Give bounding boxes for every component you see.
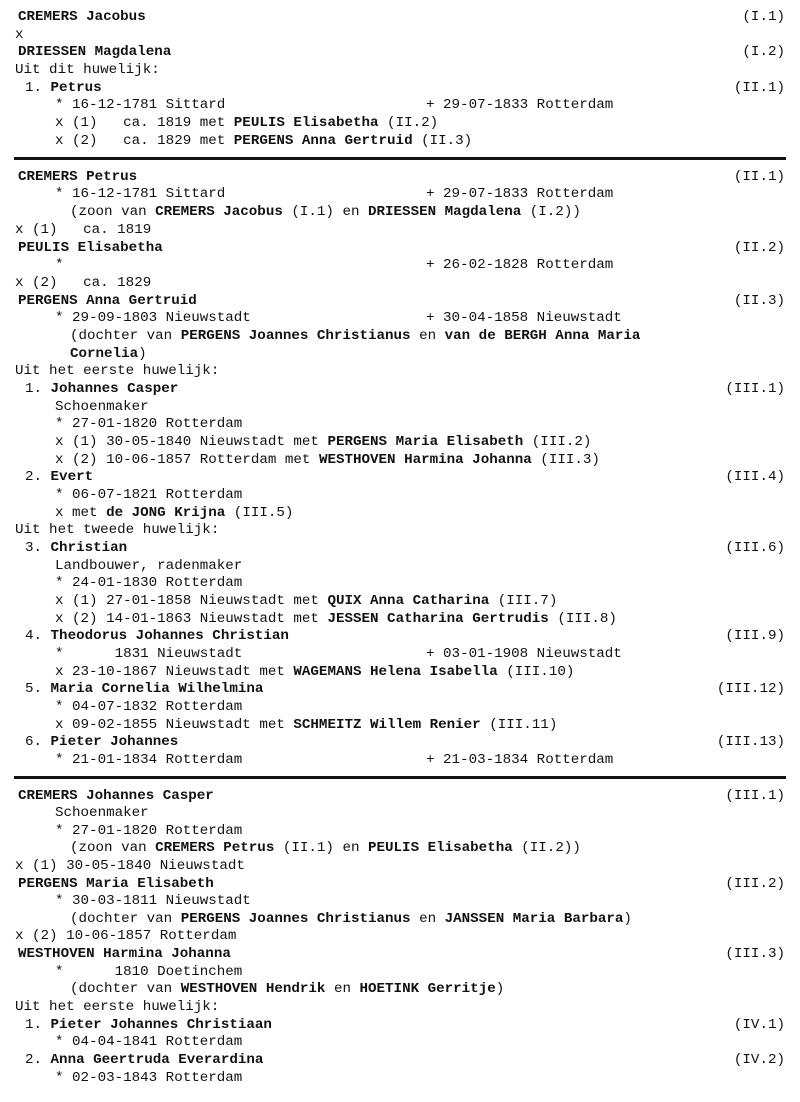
person-name: DRIESSEN Magdalena bbox=[18, 44, 172, 60]
entry-text-part: (III.2) bbox=[523, 434, 592, 450]
entry-text-part: x 23-10-1867 Nieuwstadt met bbox=[55, 664, 294, 680]
entry-text bbox=[25, 540, 127, 558]
person-name: CREMERS Petrus bbox=[155, 840, 275, 856]
entry-text-part: (dochter van bbox=[70, 911, 181, 927]
entry-line bbox=[0, 240, 800, 258]
entry-text-part: * 04-04-1841 Rotterdam bbox=[55, 1034, 243, 1050]
person-name: de JONG Krijna bbox=[106, 505, 226, 521]
generation-reference: (III.1) bbox=[725, 381, 785, 397]
entry-line bbox=[0, 558, 800, 576]
entry-text-part: 2. bbox=[25, 469, 51, 485]
entry-line bbox=[0, 593, 800, 611]
entry-line bbox=[0, 115, 800, 133]
person-name: Evert bbox=[50, 469, 94, 485]
entry-text-part: * 16-12-1781 Sittard bbox=[55, 97, 226, 113]
person-name: Johannes Casper bbox=[50, 381, 179, 397]
entry-text bbox=[55, 893, 251, 911]
entry-line bbox=[0, 699, 800, 717]
person-name: Anna Geertruda Everardina bbox=[50, 1052, 264, 1068]
entry-line bbox=[0, 204, 800, 222]
entry-text-part: x (2) 14-01-1863 Nieuwstadt met bbox=[55, 611, 328, 627]
entry-text bbox=[18, 169, 137, 187]
entry-text-part: x (1) 30-05-1840 Nieuwstadt bbox=[15, 858, 245, 874]
entry-text-part: * 27-01-1820 Rotterdam bbox=[55, 823, 243, 839]
generation-reference: (III.9) bbox=[725, 628, 785, 644]
entry-text bbox=[55, 558, 242, 576]
entry-text-part: * 24-01-1830 Rotterdam bbox=[55, 575, 243, 591]
entry-line bbox=[0, 928, 800, 946]
person-name: CREMERS Petrus bbox=[18, 169, 138, 185]
entry-text bbox=[15, 858, 245, 876]
entry-text-part: (III.5) bbox=[225, 505, 294, 521]
entry-text-part: * 04-07-1832 Rotterdam bbox=[55, 699, 243, 715]
entry-line bbox=[0, 363, 800, 381]
entry-line bbox=[0, 434, 800, 452]
generation-reference: (III.12) bbox=[716, 681, 785, 697]
section-separator bbox=[14, 776, 786, 779]
person-name: QUIX Anna Catharina bbox=[327, 593, 490, 609]
entry-line bbox=[0, 310, 800, 328]
entry-text-part: en bbox=[410, 328, 445, 344]
entry-text bbox=[55, 505, 293, 523]
entry-line bbox=[0, 328, 800, 346]
person-name: PERGENS Anna Gertruid bbox=[233, 133, 413, 149]
person-name: WESTHOVEN Hendrik bbox=[180, 981, 326, 997]
entry-text bbox=[15, 27, 24, 45]
entry-line bbox=[0, 1034, 800, 1052]
death-record: + 26-02-1828 Rotterdam bbox=[426, 257, 614, 273]
entry-line bbox=[0, 44, 800, 62]
entry-text-part: * 30-03-1811 Nieuwstadt bbox=[55, 893, 251, 909]
person-name: Maria Cornelia Wilhelmina bbox=[50, 681, 264, 697]
entry-line bbox=[0, 664, 800, 682]
entry-text-part: x (2) ca. 1829 met bbox=[55, 133, 234, 149]
person-name: Christian bbox=[50, 540, 128, 556]
entry-text bbox=[55, 593, 557, 611]
entry-text bbox=[55, 416, 242, 434]
generation-reference: (II.1) bbox=[733, 169, 785, 185]
entry-text bbox=[55, 310, 251, 328]
entry-text bbox=[55, 133, 472, 151]
entry-text-part: (II.2)) bbox=[512, 840, 581, 856]
entry-text-part: * 27-01-1820 Rotterdam bbox=[55, 416, 243, 432]
person-name: Cornelia bbox=[70, 346, 139, 362]
entry-text-part: x 09-02-1855 Nieuwstadt met bbox=[55, 717, 294, 733]
entry-text bbox=[55, 575, 242, 593]
entry-text-part: (III.10) bbox=[497, 664, 575, 680]
entry-text bbox=[55, 399, 149, 417]
entry-text-part: * 1831 Nieuwstadt bbox=[55, 646, 243, 662]
person-name: PERGENS Maria Elisabeth bbox=[327, 434, 524, 450]
death-record: + 21-03-1834 Rotterdam bbox=[426, 752, 614, 768]
person-name: WESTHOVEN Harmina Johanna bbox=[318, 452, 532, 468]
entry-text bbox=[55, 823, 242, 841]
entry-text-part: 6. bbox=[25, 734, 51, 750]
entry-text-part: (II.1) en bbox=[274, 840, 368, 856]
entry-text-part: 5. bbox=[25, 681, 51, 697]
person-name: CREMERS Jacobus bbox=[155, 204, 283, 220]
entry-text bbox=[55, 257, 64, 275]
entry-line bbox=[0, 62, 800, 80]
entry-text-part: x (2) ca. 1829 bbox=[15, 275, 152, 291]
person-name: Petrus bbox=[50, 80, 102, 96]
entry-text-part: * 16-12-1781 Sittard bbox=[55, 186, 226, 202]
person-name: WAGEMANS Helena Isabella bbox=[293, 664, 498, 680]
entry-line bbox=[0, 1070, 800, 1088]
entry-text-part: Uit het eerste huwelijk: bbox=[15, 363, 220, 379]
entry-line bbox=[0, 575, 800, 593]
entry-text-part: (III.11) bbox=[480, 717, 558, 733]
entry-line bbox=[0, 169, 800, 187]
entry-text-part: Schoenmaker bbox=[55, 399, 149, 415]
death-record: + 30-04-1858 Nieuwstadt bbox=[426, 310, 622, 326]
entry-line bbox=[0, 540, 800, 558]
entry-text-part: (III.3) bbox=[531, 452, 600, 468]
person-name: JANSSEN Maria Barbara bbox=[444, 911, 624, 927]
person-name: SCHMEITZ Willem Renier bbox=[293, 717, 481, 733]
entry-text bbox=[55, 646, 242, 664]
generation-reference: (II.1) bbox=[733, 80, 785, 96]
entry-text bbox=[55, 186, 225, 204]
entry-text-part: (II.3) bbox=[412, 133, 473, 149]
entry-text bbox=[55, 805, 149, 823]
entry-text bbox=[25, 681, 263, 699]
entry-text-part: x (1) ca. 1819 bbox=[15, 222, 152, 238]
entry-line bbox=[0, 381, 800, 399]
entry-text bbox=[55, 664, 574, 682]
entry-text-part: 4. bbox=[25, 628, 51, 644]
person-name: DRIESSEN Magdalena bbox=[368, 204, 522, 220]
entry-line bbox=[0, 257, 800, 275]
generation-reference: (III.6) bbox=[725, 540, 785, 556]
entry-text-part: x (2) 10-06-1857 Rotterdam met bbox=[55, 452, 319, 468]
entry-text bbox=[18, 240, 163, 258]
entry-text bbox=[25, 1017, 272, 1035]
person-name: Pieter Johannes bbox=[50, 734, 179, 750]
entry-line bbox=[0, 752, 800, 770]
entry-text-part: ) bbox=[138, 346, 147, 362]
entry-text-part: x (1) ca. 1819 met bbox=[55, 115, 234, 131]
entry-text bbox=[55, 487, 242, 505]
entry-line bbox=[0, 346, 800, 364]
entry-text bbox=[25, 469, 93, 487]
entry-text bbox=[15, 62, 160, 80]
entry-line bbox=[0, 399, 800, 417]
entry-text-part: (I.1) en bbox=[282, 204, 368, 220]
person-name: PEULIS Elisabetha bbox=[368, 840, 513, 856]
entry-text-part: * 21-01-1834 Rotterdam bbox=[55, 752, 243, 768]
entry-text bbox=[55, 1070, 242, 1088]
entry-text bbox=[25, 80, 102, 98]
generation-reference: (III.13) bbox=[716, 734, 785, 750]
entry-line bbox=[0, 452, 800, 470]
section-separator bbox=[14, 157, 786, 160]
generation-reference: (III.2) bbox=[725, 876, 785, 892]
entry-text bbox=[18, 9, 146, 27]
entry-text bbox=[55, 717, 557, 735]
entry-text bbox=[55, 1034, 242, 1052]
entry-text-part: (III.8) bbox=[548, 611, 617, 627]
entry-line bbox=[0, 681, 800, 699]
entry-text bbox=[55, 97, 225, 115]
entry-text-part: 2. bbox=[25, 1052, 51, 1068]
entry-text-part: * 02-03-1843 Rotterdam bbox=[55, 1070, 243, 1086]
entry-line bbox=[0, 222, 800, 240]
entry-line bbox=[0, 646, 800, 664]
entry-text-part: 1. bbox=[25, 80, 51, 96]
entry-line bbox=[0, 522, 800, 540]
entry-line bbox=[0, 9, 800, 27]
entry-text-part: Uit het eerste huwelijk: bbox=[15, 999, 220, 1015]
entry-line bbox=[0, 788, 800, 806]
entry-line bbox=[0, 133, 800, 151]
entry-text-part: (zoon van bbox=[70, 840, 156, 856]
entry-text bbox=[55, 452, 600, 470]
person-name: JESSEN Catharina Gertrudis bbox=[327, 611, 549, 627]
entry-line bbox=[0, 186, 800, 204]
entry-text-part: x (1) 27-01-1858 Nieuwstadt met bbox=[55, 593, 328, 609]
entry-text-part: Uit het tweede huwelijk: bbox=[15, 522, 220, 538]
entry-text bbox=[18, 876, 214, 894]
entry-text bbox=[25, 1052, 263, 1070]
person-name: CREMERS Johannes Casper bbox=[18, 788, 214, 804]
entry-text-part: (III.7) bbox=[489, 593, 558, 609]
entry-text bbox=[55, 752, 242, 770]
person-name: van de BERGH Anna Maria bbox=[444, 328, 641, 344]
person-name: PERGENS Joannes Christianus bbox=[180, 911, 411, 927]
person-name: PERGENS Maria Elisabeth bbox=[18, 876, 214, 892]
entry-line bbox=[0, 469, 800, 487]
entry-text bbox=[25, 381, 178, 399]
person-name: PERGENS Anna Gertruid bbox=[18, 293, 197, 309]
entry-line bbox=[0, 858, 800, 876]
entry-line bbox=[0, 893, 800, 911]
entry-text bbox=[70, 204, 581, 222]
generation-reference: (II.2) bbox=[733, 240, 785, 256]
generation-reference: (IV.2) bbox=[733, 1052, 785, 1068]
entry-line bbox=[0, 97, 800, 115]
entry-text-part: * 1810 Doetinchem bbox=[55, 964, 243, 980]
entry-line bbox=[0, 80, 800, 98]
entry-line bbox=[0, 981, 800, 999]
entry-line bbox=[0, 734, 800, 752]
entry-text bbox=[55, 611, 617, 629]
entry-text bbox=[55, 699, 242, 717]
entry-line bbox=[0, 628, 800, 646]
person-name: WESTHOVEN Harmina Johanna bbox=[18, 946, 231, 962]
person-name: HOETINK Gerritje bbox=[359, 981, 496, 997]
entry-line bbox=[0, 27, 800, 45]
person-name: PERGENS Joannes Christianus bbox=[180, 328, 411, 344]
person-name: CREMERS Jacobus bbox=[18, 9, 146, 25]
entry-text-part: * 06-07-1821 Rotterdam bbox=[55, 487, 243, 503]
entry-text-part: x (2) 10-06-1857 Rotterdam bbox=[15, 928, 237, 944]
person-name: Theodorus Johannes Christian bbox=[50, 628, 289, 644]
entry-text-part: Schoenmaker bbox=[55, 805, 149, 821]
entry-line bbox=[0, 999, 800, 1017]
entry-line bbox=[0, 876, 800, 894]
entry-line bbox=[0, 416, 800, 434]
entry-text bbox=[25, 628, 289, 646]
entry-line bbox=[0, 505, 800, 523]
entry-text-part: (zoon van bbox=[70, 204, 156, 220]
entry-text bbox=[25, 734, 178, 752]
entry-line bbox=[0, 293, 800, 311]
entry-line bbox=[0, 805, 800, 823]
entry-text bbox=[70, 346, 147, 364]
entry-text bbox=[70, 328, 640, 346]
generation-reference: (III.1) bbox=[725, 788, 785, 804]
entry-text bbox=[18, 788, 214, 806]
entry-text-part: Landbouwer, radenmaker bbox=[55, 558, 243, 574]
entry-line bbox=[0, 964, 800, 982]
entry-text-part: en bbox=[410, 911, 445, 927]
entry-text-part: (dochter van bbox=[70, 981, 181, 997]
entry-text bbox=[18, 946, 231, 964]
entry-text bbox=[15, 222, 151, 240]
generation-reference: (II.3) bbox=[733, 293, 785, 309]
entry-text bbox=[70, 911, 632, 929]
entry-line bbox=[0, 1052, 800, 1070]
death-record: + 29-07-1833 Rotterdam bbox=[426, 97, 614, 113]
entry-text-part: en bbox=[325, 981, 360, 997]
person-name: PEULIS Elisabetha bbox=[233, 115, 379, 131]
entry-line bbox=[0, 840, 800, 858]
entry-line bbox=[0, 823, 800, 841]
entry-line bbox=[0, 275, 800, 293]
person-name: PEULIS Elisabetha bbox=[18, 240, 163, 256]
entry-text-part: 3. bbox=[25, 540, 51, 556]
generation-reference: (I.2) bbox=[742, 44, 785, 60]
person-name: Pieter Johannes Christiaan bbox=[50, 1017, 272, 1033]
entry-text bbox=[15, 363, 219, 381]
entry-text-part: x bbox=[15, 27, 24, 43]
entry-line bbox=[0, 611, 800, 629]
entry-text-part: Uit dit huwelijk: bbox=[15, 62, 160, 78]
entry-line bbox=[0, 717, 800, 735]
entry-text bbox=[70, 981, 504, 999]
entry-text-part: ) bbox=[495, 981, 505, 997]
entry-text-part: (II.2) bbox=[378, 115, 439, 131]
entry-text-part: x (1) 30-05-1840 Nieuwstadt met bbox=[55, 434, 328, 450]
entry-text-part: (dochter van bbox=[70, 328, 181, 344]
generation-reference: (I.1) bbox=[742, 9, 785, 25]
generation-reference: (III.4) bbox=[725, 469, 785, 485]
generation-reference: (III.3) bbox=[725, 946, 785, 962]
entry-text bbox=[70, 840, 581, 858]
entry-line bbox=[0, 1017, 800, 1035]
entry-text bbox=[55, 115, 438, 133]
entry-line bbox=[0, 911, 800, 929]
entry-text-part: (I.2)) bbox=[521, 204, 581, 220]
entry-line bbox=[0, 946, 800, 964]
entry-text-part: * bbox=[55, 257, 64, 273]
entry-text bbox=[15, 522, 219, 540]
entry-text bbox=[55, 434, 591, 452]
death-record: + 03-01-1908 Nieuwstadt bbox=[426, 646, 622, 662]
entry-line bbox=[0, 487, 800, 505]
death-record: + 29-07-1833 Rotterdam bbox=[426, 186, 614, 202]
entry-text bbox=[15, 928, 236, 946]
entry-text-part: * 29-09-1803 Nieuwstadt bbox=[55, 310, 251, 326]
entry-text bbox=[55, 964, 242, 982]
entry-text-part: x met bbox=[55, 505, 107, 521]
entry-text bbox=[18, 293, 197, 311]
generation-reference: (IV.1) bbox=[733, 1017, 785, 1033]
entry-text-part: 1. bbox=[25, 381, 51, 397]
entry-text bbox=[15, 999, 219, 1017]
entry-text-part: 1. bbox=[25, 1017, 51, 1033]
entry-text bbox=[15, 275, 151, 293]
entry-text bbox=[18, 44, 171, 62]
entry-text-part: ) bbox=[623, 911, 632, 927]
